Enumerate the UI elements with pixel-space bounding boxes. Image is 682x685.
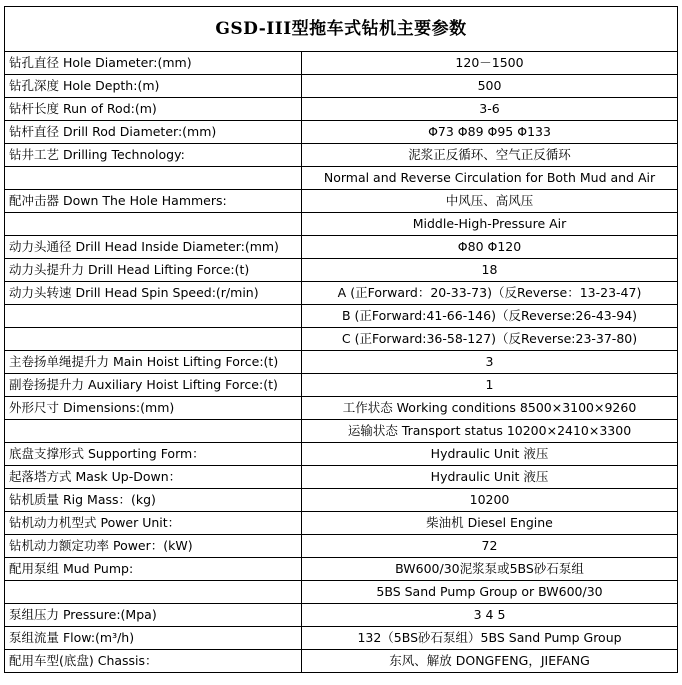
spec-value: 72 xyxy=(302,535,678,558)
spec-value: Hydraulic Unit 液压 xyxy=(302,443,678,466)
spec-row xyxy=(5,397,678,420)
spec-row xyxy=(5,627,678,650)
spec-row xyxy=(5,328,678,351)
spec-row xyxy=(5,558,678,581)
spec-label: 钻孔直径 Hole Diameter:(mm) xyxy=(5,52,302,75)
spec-label: 泵组流量 Flow:(m³/h) xyxy=(5,627,302,650)
spec-value: 1 xyxy=(302,374,678,397)
spec-value: Middle-High-Pressure Air xyxy=(302,213,678,236)
spec-value: 东风、解放 DONGFENG，JIEFANG xyxy=(302,650,678,673)
spec-value: C (正Forward:36-58-127)（反Reverse:23-37-80) xyxy=(302,328,678,351)
spec-row xyxy=(5,236,678,259)
spec-label: 副卷扬提升力 Auxiliary Hoist Lifting Force:(t) xyxy=(5,374,302,397)
spec-value: 中风压、高风压 xyxy=(302,190,678,213)
spec-row xyxy=(5,52,678,75)
spec-label xyxy=(5,167,302,190)
spec-label: 钻机质量 Rig Mass：(kg) xyxy=(5,489,302,512)
spec-label: 钻井工艺 Drilling Technology: xyxy=(5,144,302,167)
spec-row xyxy=(5,98,678,121)
spec-row xyxy=(5,213,678,236)
spec-row xyxy=(5,121,678,144)
spec-row xyxy=(5,466,678,489)
spec-row xyxy=(5,581,678,604)
spec-label: 动力头通径 Drill Head Inside Diameter:(mm) xyxy=(5,236,302,259)
spec-value: 泥浆正反循环、空气正反循环 xyxy=(302,144,678,167)
spec-row xyxy=(5,351,678,374)
spec-value: 18 xyxy=(302,259,678,282)
spec-row xyxy=(5,512,678,535)
table-title: GSD-III型拖车式钻机主要参数 xyxy=(5,7,678,52)
spec-label: 钻孔深度 Hole Depth:(m) xyxy=(5,75,302,98)
spec-row xyxy=(5,259,678,282)
spec-value: 10200 xyxy=(302,489,678,512)
spec-label: 底盘支撑形式 Supporting Form： xyxy=(5,443,302,466)
spec-label: 配用泵组 Mud Pump: xyxy=(5,558,302,581)
spec-row xyxy=(5,374,678,397)
spec-label xyxy=(5,328,302,351)
spec-row xyxy=(5,650,678,673)
spec-row xyxy=(5,144,678,167)
spec-row xyxy=(5,489,678,512)
spec-row xyxy=(5,604,678,627)
spec-row xyxy=(5,420,678,443)
spec-label xyxy=(5,581,302,604)
spec-value: 运输状态 Transport status 10200×2410×3300 xyxy=(302,420,678,443)
spec-row xyxy=(5,282,678,305)
spec-value: 3 xyxy=(302,351,678,374)
spec-value: 120－1500 xyxy=(302,52,678,75)
spec-label: 钻杆长度 Run of Rod:(m) xyxy=(5,98,302,121)
spec-value: Hydraulic Unit 液压 xyxy=(302,466,678,489)
spec-label xyxy=(5,420,302,443)
spec-sheet xyxy=(4,6,677,673)
spec-label: 配用车型(底盘) Chassis： xyxy=(5,650,302,673)
spec-value: Normal and Reverse Circulation for Both Mud and Air xyxy=(302,167,678,190)
spec-row xyxy=(5,75,678,98)
spec-value: 132（5BS砂石泵组）5BS Sand Pump Group xyxy=(302,627,678,650)
spec-value: 柴油机 Diesel Engine xyxy=(302,512,678,535)
spec-value: Φ73 Φ89 Φ95 Φ133 xyxy=(302,121,678,144)
spec-row xyxy=(5,443,678,466)
spec-value: Φ80 Φ120 xyxy=(302,236,678,259)
spec-value: 3-6 xyxy=(302,98,678,121)
spec-value: A (正Forward：20-33-73)（反Reverse：13-23-47) xyxy=(302,282,678,305)
spec-row xyxy=(5,190,678,213)
spec-label: 主卷扬单绳提升力 Main Hoist Lifting Force:(t) xyxy=(5,351,302,374)
spec-row xyxy=(5,305,678,328)
spec-table xyxy=(4,6,678,673)
spec-label: 钻机动力机型式 Power Unit： xyxy=(5,512,302,535)
title-row xyxy=(5,7,678,52)
spec-label xyxy=(5,213,302,236)
spec-label: 钻机动力额定功率 Power：(kW) xyxy=(5,535,302,558)
spec-value: 3 4 5 xyxy=(302,604,678,627)
spec-label: 钻杆直径 Drill Rod Diameter:(mm) xyxy=(5,121,302,144)
spec-value: 5BS Sand Pump Group or BW600/30 xyxy=(302,581,678,604)
spec-value: 500 xyxy=(302,75,678,98)
spec-label: 配冲击器 Down The Hole Hammers: xyxy=(5,190,302,213)
spec-row xyxy=(5,535,678,558)
spec-label: 动力头转速 Drill Head Spin Speed:(r/min) xyxy=(5,282,302,305)
spec-row xyxy=(5,167,678,190)
spec-value: B (正Forward:41-66-146)（反Reverse:26-43-94) xyxy=(302,305,678,328)
spec-label: 外形尺寸 Dimensions:(mm) xyxy=(5,397,302,420)
spec-label: 起落塔方式 Mask Up-Down： xyxy=(5,466,302,489)
spec-label: 动力头提升力 Drill Head Lifting Force:(t) xyxy=(5,259,302,282)
spec-label: 泵组压力 Pressure:(Mpa) xyxy=(5,604,302,627)
spec-value: BW600/30泥浆泵或5BS砂石泵组 xyxy=(302,558,678,581)
spec-value: 工作状态 Working conditions 8500×3100×9260 xyxy=(302,397,678,420)
spec-label xyxy=(5,305,302,328)
